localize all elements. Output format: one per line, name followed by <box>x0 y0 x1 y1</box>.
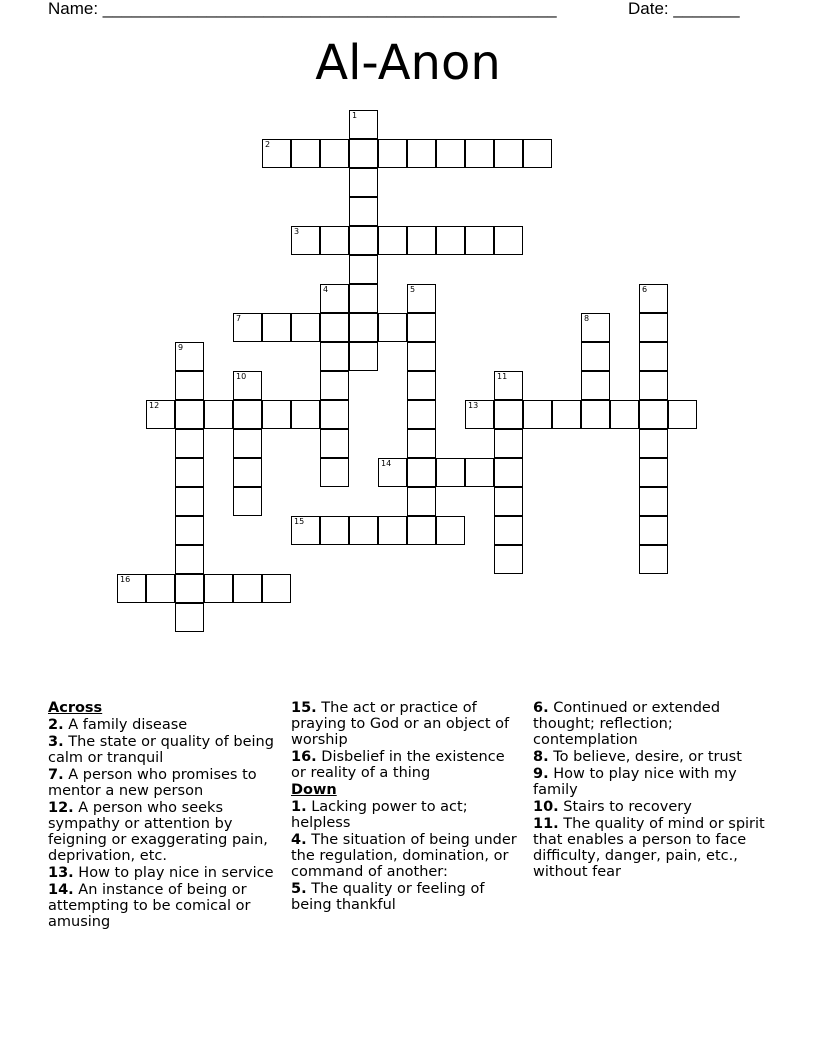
grid-cell[interactable] <box>349 255 378 284</box>
clue-number: 3 <box>294 227 300 236</box>
grid-cell[interactable] <box>175 400 204 429</box>
clue-item: 9. How to play nice with my family <box>533 766 737 798</box>
clue-item: 16. Disbelief in the existence or reality of a thing <box>291 749 505 781</box>
grid-cell[interactable] <box>349 168 378 197</box>
grid-cell[interactable] <box>175 342 204 371</box>
grid-cell[interactable] <box>639 516 668 545</box>
across-heading: Across <box>48 700 103 716</box>
grid-cell[interactable] <box>494 400 523 429</box>
clue-number: 5. <box>291 881 307 897</box>
grid-cell[interactable] <box>146 400 175 429</box>
grid-cell[interactable] <box>320 458 349 487</box>
grid-cell[interactable] <box>320 371 349 400</box>
clue-number: 5 <box>410 285 416 294</box>
grid-cell[interactable] <box>494 139 523 168</box>
grid-cell[interactable] <box>320 139 349 168</box>
grid-cell[interactable] <box>581 400 610 429</box>
grid-cell[interactable] <box>349 516 378 545</box>
grid-cell[interactable] <box>436 516 465 545</box>
grid-cell[interactable] <box>378 516 407 545</box>
grid-cell[interactable] <box>378 313 407 342</box>
grid-cell[interactable] <box>320 429 349 458</box>
grid-cell[interactable] <box>349 313 378 342</box>
grid-cell[interactable] <box>552 400 581 429</box>
grid-cell[interactable] <box>349 110 378 139</box>
grid-cell[interactable] <box>378 139 407 168</box>
grid-cell[interactable] <box>523 400 552 429</box>
grid-cell[interactable] <box>407 400 436 429</box>
grid-cell[interactable] <box>465 458 494 487</box>
clue-number: 10. <box>533 799 559 815</box>
grid-cell[interactable] <box>494 458 523 487</box>
grid-cell[interactable] <box>494 487 523 516</box>
clue-number: 3. <box>48 734 64 750</box>
grid-cell[interactable] <box>320 284 349 313</box>
grid-cell[interactable] <box>581 313 610 342</box>
grid-cell[interactable] <box>465 400 494 429</box>
clue-item: 10. Stairs to recovery <box>533 799 692 815</box>
clue-column-1 <box>48 700 280 931</box>
grid-cell[interactable] <box>233 429 262 458</box>
grid-cell[interactable] <box>639 313 668 342</box>
grid-cell[interactable] <box>407 313 436 342</box>
grid-cell[interactable] <box>407 139 436 168</box>
grid-cell[interactable] <box>291 516 320 545</box>
grid-cell[interactable] <box>262 400 291 429</box>
clue-item: 2. A family disease <box>48 717 188 733</box>
clue-number: 4 <box>323 285 329 294</box>
grid-cell[interactable] <box>639 487 668 516</box>
grid-cell[interactable] <box>465 139 494 168</box>
grid-cell[interactable] <box>523 139 552 168</box>
clue-number: 14. <box>48 882 74 898</box>
clue-number: 13. <box>48 865 74 881</box>
clue-number: 9 <box>178 343 184 352</box>
grid-cell[interactable] <box>291 226 320 255</box>
grid-cell[interactable] <box>233 313 262 342</box>
grid-cell[interactable] <box>320 342 349 371</box>
grid-cell[interactable] <box>291 313 320 342</box>
grid-cell[interactable] <box>378 226 407 255</box>
clue-number: 11. <box>533 816 559 832</box>
grid-cell[interactable] <box>639 400 668 429</box>
name-field[interactable]: Name: ________________________________________________ <box>48 0 557 18</box>
clue-number: 2. <box>48 717 64 733</box>
clue-item: 4. The situation of being under the regulation, domination, or command of another: <box>291 832 517 880</box>
clue-item: 5. The quality or feeling of being thankful <box>291 881 485 913</box>
grid-cell[interactable] <box>378 458 407 487</box>
grid-cell[interactable] <box>175 487 204 516</box>
clue-number: 8. <box>533 749 549 765</box>
clue-number: 4. <box>291 832 307 848</box>
grid-cell[interactable] <box>407 487 436 516</box>
grid-cell[interactable] <box>233 458 262 487</box>
clue-item: 8. To believe, desire, or trust <box>533 749 742 765</box>
clue-number: 1. <box>291 799 307 815</box>
grid-cell[interactable] <box>204 574 233 603</box>
clue-number: 2 <box>265 140 271 149</box>
clue-number: 1 <box>352 111 358 120</box>
grid-cell[interactable] <box>610 400 639 429</box>
grid-cell[interactable] <box>407 226 436 255</box>
grid-cell[interactable] <box>175 429 204 458</box>
grid-cell[interactable] <box>233 574 262 603</box>
grid-cell[interactable] <box>117 574 146 603</box>
clue-number: 6. <box>533 700 549 716</box>
grid-cell[interactable] <box>494 429 523 458</box>
grid-cell[interactable] <box>175 516 204 545</box>
grid-cell[interactable] <box>233 487 262 516</box>
grid-cell[interactable] <box>465 226 494 255</box>
clue-number: 12 <box>149 401 160 410</box>
clue-number: 7. <box>48 767 64 783</box>
grid-cell[interactable] <box>639 429 668 458</box>
clue-number: 15 <box>294 517 305 526</box>
grid-cell[interactable] <box>349 342 378 371</box>
clue-item: 14. An instance of being or attempting to be comical or amusing <box>48 882 251 930</box>
clue-item: 12. A person who seeks sympathy or attention by feigning or exaggerating pain, deprivation, etc. <box>48 800 268 864</box>
grid-cell[interactable] <box>320 313 349 342</box>
grid-cell[interactable] <box>349 284 378 313</box>
grid-cell[interactable] <box>639 458 668 487</box>
grid-cell[interactable] <box>407 371 436 400</box>
grid-cell[interactable] <box>407 458 436 487</box>
grid-cell[interactable] <box>581 342 610 371</box>
clue-number: 8 <box>584 314 590 323</box>
grid-cell[interactable] <box>204 400 233 429</box>
clue-number: 16 <box>120 575 131 584</box>
clue-number: 11 <box>497 372 508 381</box>
grid-cell[interactable] <box>436 139 465 168</box>
clue-column-2 <box>291 700 521 914</box>
grid-cell[interactable] <box>320 400 349 429</box>
clue-item: 1. Lacking power to act; helpless <box>291 799 468 831</box>
grid-cell[interactable] <box>233 371 262 400</box>
grid-cell[interactable] <box>291 400 320 429</box>
clue-column-3 <box>533 700 768 881</box>
grid-cell[interactable] <box>320 516 349 545</box>
grid-cell[interactable] <box>639 342 668 371</box>
clue-number: 7 <box>236 314 242 323</box>
grid-cell[interactable] <box>349 226 378 255</box>
grid-cell[interactable] <box>668 400 697 429</box>
grid-cell[interactable] <box>146 574 175 603</box>
clue-number: 16. <box>291 749 317 765</box>
grid-cell[interactable] <box>639 284 668 313</box>
grid-cell[interactable] <box>494 516 523 545</box>
grid-cell[interactable] <box>407 284 436 313</box>
page-title: Al-Anon <box>315 35 501 91</box>
grid-cell[interactable] <box>175 603 204 632</box>
down-heading: Down <box>291 782 337 798</box>
grid-cell[interactable] <box>349 197 378 226</box>
clue-item: 15. The act or practice of praying to God or an object of worship <box>291 700 510 748</box>
clue-number: 10 <box>236 372 247 381</box>
clue-item: 7. A person who promises to mentor a new person <box>48 767 257 799</box>
grid-cell[interactable] <box>262 574 291 603</box>
grid-cell[interactable] <box>436 226 465 255</box>
grid-cell[interactable] <box>320 226 349 255</box>
clue-number: 12. <box>48 800 74 816</box>
grid-cell[interactable] <box>175 545 204 574</box>
grid-cell[interactable] <box>407 516 436 545</box>
grid-cell[interactable] <box>407 342 436 371</box>
grid-cell[interactable] <box>494 545 523 574</box>
grid-cell[interactable] <box>349 139 378 168</box>
grid-cell[interactable] <box>639 545 668 574</box>
grid-cell[interactable] <box>262 139 291 168</box>
date-field[interactable]: Date: _______ <box>628 0 740 18</box>
grid-cell[interactable] <box>175 371 204 400</box>
clue-number: 6 <box>642 285 648 294</box>
grid-cell[interactable] <box>581 371 610 400</box>
clue-item: 3. The state or quality of being calm or tranquil <box>48 734 274 766</box>
clue-item: 11. The quality of mind or spirit that enables a person to face difficulty, danger, pain, etc., without fear <box>533 816 765 880</box>
clue-number: 15. <box>291 700 317 716</box>
clue-item: 6. Continued or extended thought; reflection; contemplation <box>533 700 721 748</box>
clue-item: 13. How to play nice in service <box>48 865 274 881</box>
clue-number: 9. <box>533 766 549 782</box>
grid-cell[interactable] <box>175 574 204 603</box>
grid-cell[interactable] <box>436 458 465 487</box>
grid-cell[interactable] <box>175 458 204 487</box>
grid-cell[interactable] <box>291 139 320 168</box>
clue-number: 13 <box>468 401 479 410</box>
grid-cell[interactable] <box>233 400 262 429</box>
grid-cell[interactable] <box>494 371 523 400</box>
grid-cell[interactable] <box>262 313 291 342</box>
grid-cell[interactable] <box>639 371 668 400</box>
grid-cell[interactable] <box>407 429 436 458</box>
grid-cell[interactable] <box>494 226 523 255</box>
clue-number: 14 <box>381 459 392 468</box>
